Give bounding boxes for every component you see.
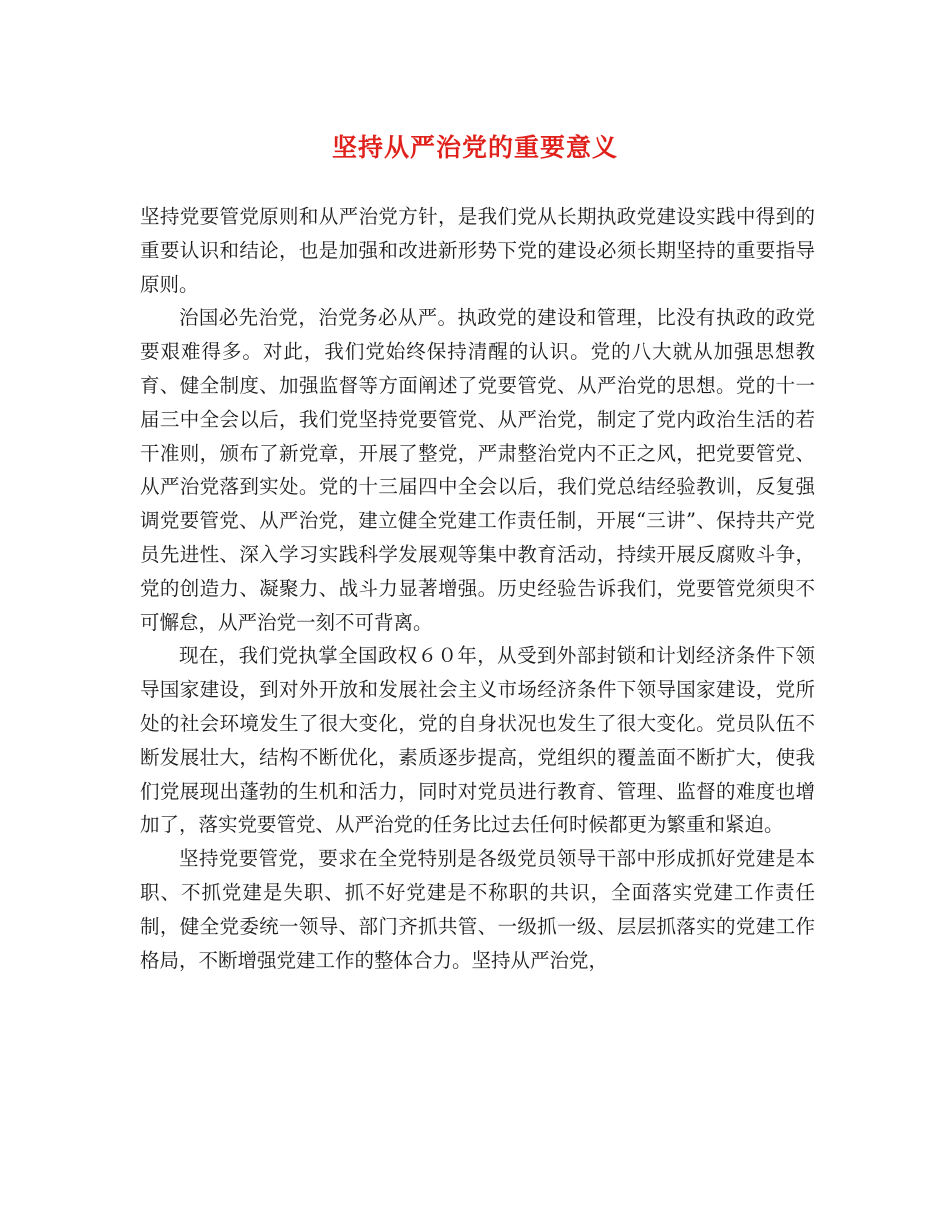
paragraph-4: 坚持党要管党，要求在全党特别是各级党员领导干部中形成抓好党建是本职、不抓党建是失职、抓不好党建是不称职的共识，全面落实党建工作责任制，健全党委统一领导、部门齐抓共管、一级抓一级、层层抓落实的党建工作格局，不断增强党建工作的整体合力。坚持从严治党， (140, 847, 815, 972)
paragraph-2: 治国必先治党，治党务必从严。执政党的建设和管理，比没有执政的政党要艰难得多。对此，我们党始终保持清醒的认识。党的八大就从加强思想教育、健全制度、加强监督等方面阐述了党要管党、从严治党的思想。党的十一届三中全会以后，我们党坚持党要管党、从严治党，制定了党内政治生活的若干准则，颁布了新党章，开展了整党，严肃整治党内不正之风，把党要管党、从严治党落到实处。党的十三届四中全会以后，我们党总结经验教训，反复强调党要管党、从严治党，建立健全党建工作责任制，开展“三讲”、保持共产党员先进性、深入学习实践科学发展观等集中教育活动，持续开展反腐败斗争，党的创造力、凝聚力、战斗力显著增强。历史经验告诉我们，党要管党须臾不可懈怠，从严治党一刻不可背离。 (140, 306, 815, 634)
paragraph-1: 坚持党要管党原则和从严治党方针，是我们党从长期执政党建设实践中得到的重要认识和结论，也是加强和改进新形势下党的建设必须长期坚持的重要指导原则。 (140, 205, 815, 296)
document-title: 坚持从严治党的重要意义 (331, 133, 618, 162)
document-body (140, 200, 815, 977)
paragraph-3: 现在，我们党执掌全国政权６０年，从受到外部封锁和计划经济条件下领导国家建设，到对外开放和发展社会主义市场经济条件下领导国家建设，党所处的社会环境发生了很大变化，党的自身状况也发生了很大变化。党员队伍不断发展壮大，结构不断优化，素质逐步提高，党组织的覆盖面不断扩大，使我们党展现出蓬勃的生机和活力，同时对党员进行教育、管理、监督的难度也增加了，落实党要管党、从严治党的任务比过去任何时候都更为繁重和紧迫。 (140, 644, 815, 837)
